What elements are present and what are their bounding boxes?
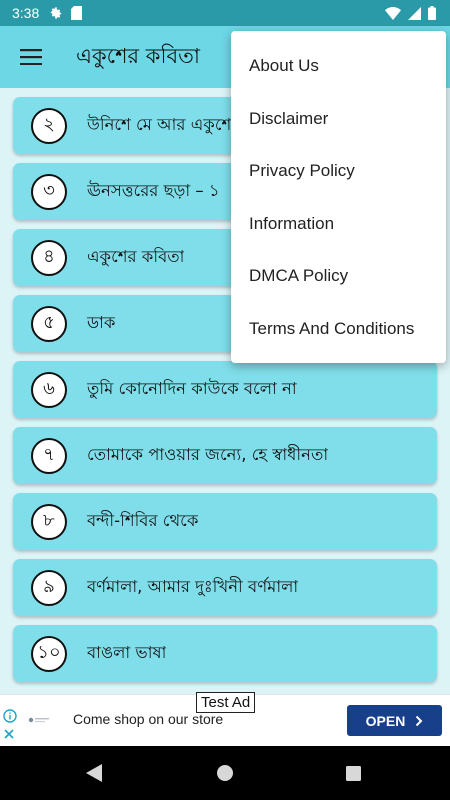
ad-open-button[interactable]	[347, 705, 442, 736]
home-icon[interactable]	[217, 765, 233, 781]
app-title: একুশের কবিতা	[76, 43, 200, 68]
poem-number: ৫	[31, 306, 67, 342]
hamburger-menu-icon	[20, 49, 42, 65]
poem-number: ৮	[31, 504, 67, 540]
poem-title: বর্ণমালা, আমার দুঃখিনী বর্ণমালা	[87, 577, 299, 596]
poem-number: ৭	[31, 438, 67, 474]
ad-text: Come shop on our store	[73, 711, 224, 727]
poem-card[interactable]	[13, 361, 437, 418]
ad-close-icon[interactable]	[3, 728, 15, 740]
poem-title: উনিশে মে আর একুশে	[87, 115, 232, 134]
advertiser-logo-icon	[28, 714, 50, 726]
navigation-bar	[0, 746, 450, 800]
poem-title: ডাক	[87, 313, 116, 332]
poem-title: তোমাকে পাওয়ার জন্যে, হে স্বাধীনতা	[87, 445, 329, 464]
poem-card[interactable]	[13, 559, 437, 616]
menu-item-information[interactable]: Information	[249, 213, 335, 233]
menu-item-about-us[interactable]: About Us	[249, 56, 319, 76]
poem-number: ৯	[31, 570, 67, 606]
ad-open-label: OPEN	[365, 712, 406, 729]
poem-title: বাঙলা ভাষা	[87, 643, 167, 662]
overflow-menu	[231, 31, 446, 363]
back-icon[interactable]	[86, 764, 103, 782]
settings-gear-icon	[49, 6, 63, 20]
poem-number: ২	[31, 108, 67, 144]
menu-item-terms-and-conditions[interactable]: Terms And Conditions	[249, 318, 415, 338]
poem-number: ৪	[31, 240, 67, 276]
menu-item-privacy-policy[interactable]: Privacy Policy	[249, 161, 355, 181]
poem-card[interactable]	[13, 427, 437, 484]
wifi-icon	[385, 7, 401, 20]
poem-title: তুমি কোনোদিন কাউকে বলো না	[87, 379, 297, 398]
sd-card-icon	[71, 6, 82, 20]
ad-banner[interactable]	[0, 694, 450, 746]
menu-item-dmca-policy[interactable]: DMCA Policy	[249, 266, 349, 286]
status-time: 3:38	[12, 5, 40, 21]
poem-card[interactable]	[13, 493, 437, 550]
poem-number: ৬	[31, 372, 67, 408]
status-bar	[0, 0, 450, 26]
cellular-signal-icon	[408, 7, 421, 20]
ad-info-icon[interactable]	[3, 709, 17, 723]
poem-card[interactable]	[13, 625, 437, 682]
poem-title: একুশের কবিতা	[87, 247, 185, 266]
menu-button[interactable]	[16, 42, 46, 72]
poem-number: ৩	[31, 174, 67, 210]
menu-item-disclaimer[interactable]: Disclaimer	[249, 108, 329, 128]
poem-title: ঊনসত্তরের ছড়া – ১	[87, 181, 220, 200]
poem-number: ১০	[31, 636, 67, 672]
recent-apps-icon[interactable]	[346, 766, 361, 781]
test-ad-label: Test Ad	[196, 692, 255, 713]
poem-title: বন্দী-শিবির থেকে	[87, 511, 199, 530]
chevron-right-icon	[415, 715, 423, 727]
battery-icon	[428, 6, 436, 20]
